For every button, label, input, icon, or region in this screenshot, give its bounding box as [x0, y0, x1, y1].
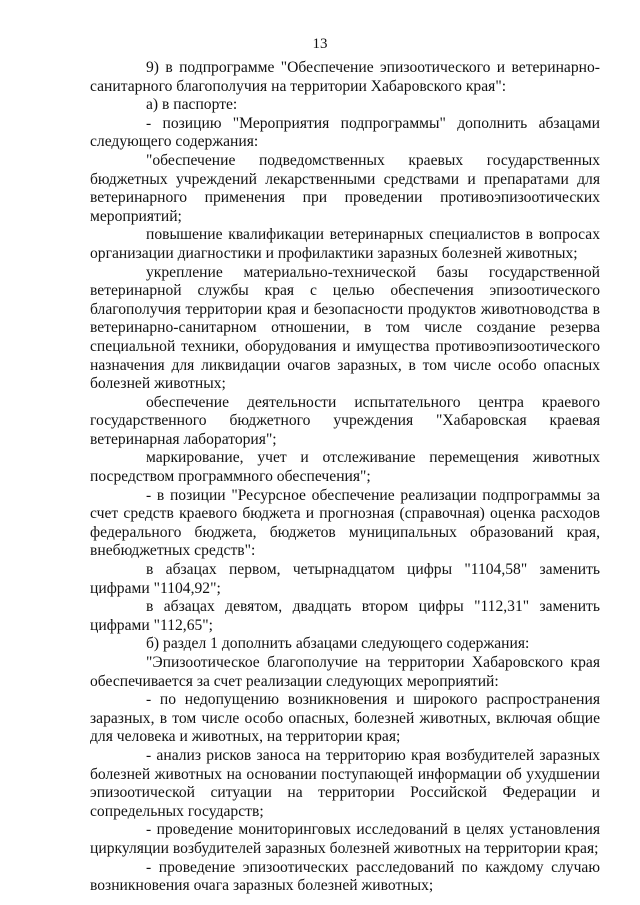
paragraph: обеспечение деятельности испытательного центра краевого государственного бюджетного учреждения "Хабаровская краевая ветеринарная лаборатория"; [90, 393, 600, 448]
paragraph: - в позиции "Ресурсное обеспечение реализации подпрограммы за счет средств краевого бюджета и прогнозная (справочная) оценка расходов федерального бюджета, бюджетов муниципальных образований края, внебюджетных средств": [90, 486, 600, 560]
paragraph: повышение квалификации ветеринарных специалистов в вопросах организации диагностики и профилактики заразных болезней животных; [90, 226, 600, 262]
document-body [90, 59, 600, 896]
paragraph: укрепление материально-технической базы государственной ветеринарной службы края с целью обеспечения эпизоотического благополучия территории края и безопасности продуктов животноводства в ветеринарно-санитарном отношении, в том числе создание резерва специальной техники, оборудования и имущества противоэпизоотического назначения для ликвидации очагов заразных, в том числе особо опасных болезней животных; [90, 263, 600, 393]
paragraph: а) в паспорте: [146, 96, 238, 114]
paragraph: б) раздел 1 дополнить абзацами следующего содержания: [146, 635, 530, 653]
paragraph: маркирование, учет и отслеживание перемещения животных посредством программного обеспечения"; [90, 449, 600, 486]
paragraph: - проведение мониторинговых исследований в целях установления циркуляции возбудителей заразных болезней животных на территории края; [90, 821, 600, 857]
paragraph: "обеспечение подведомственных краевых государственных бюджетных учреждений лекарственными средствами и препаратами для ветеринарного применения при проведении противоэпизоотических мероприятий; [90, 151, 600, 225]
paragraph: "Эпизоотическое благополучие на территории Хабаровского края обеспечивается за счет реализации следующих мероприятий: [90, 654, 600, 690]
paragraph: - позицию "Мероприятия подпрограммы" дополнить абзацами следующего содержания: [90, 114, 600, 151]
paragraph: в абзацах девятом, двадцать втором цифры "112,31" заменить цифрами "112,65"; [90, 598, 600, 634]
page-number: 13 [312, 36, 328, 52]
paragraph: - по недопущению возникновения и широкого распространения заразных, в том числе особо опасных, болезней животных, включая общие для человека и животных, на территории края; [90, 691, 600, 746]
paragraph: - анализ рисков заноса на территорию края возбудителей заразных болезней животных на основании поступающей информации об ухудшении эпизоотической ситуации на территории Российской Федерации и сопредельных государств; [90, 746, 600, 820]
paragraph: 9) в подпрограмме "Обеспечение эпизоотического и ветеринарно-санитарного благополучия на территории Хабаровского края": [90, 59, 600, 95]
paragraph: в абзацах первом, четырнадцатом цифры "1104,58" заменить цифрами "1104,92"; [90, 561, 600, 597]
paragraph: - проведение эпизоотических расследований по каждому случаю возникновения очага заразных болезней животных; [90, 858, 600, 895]
